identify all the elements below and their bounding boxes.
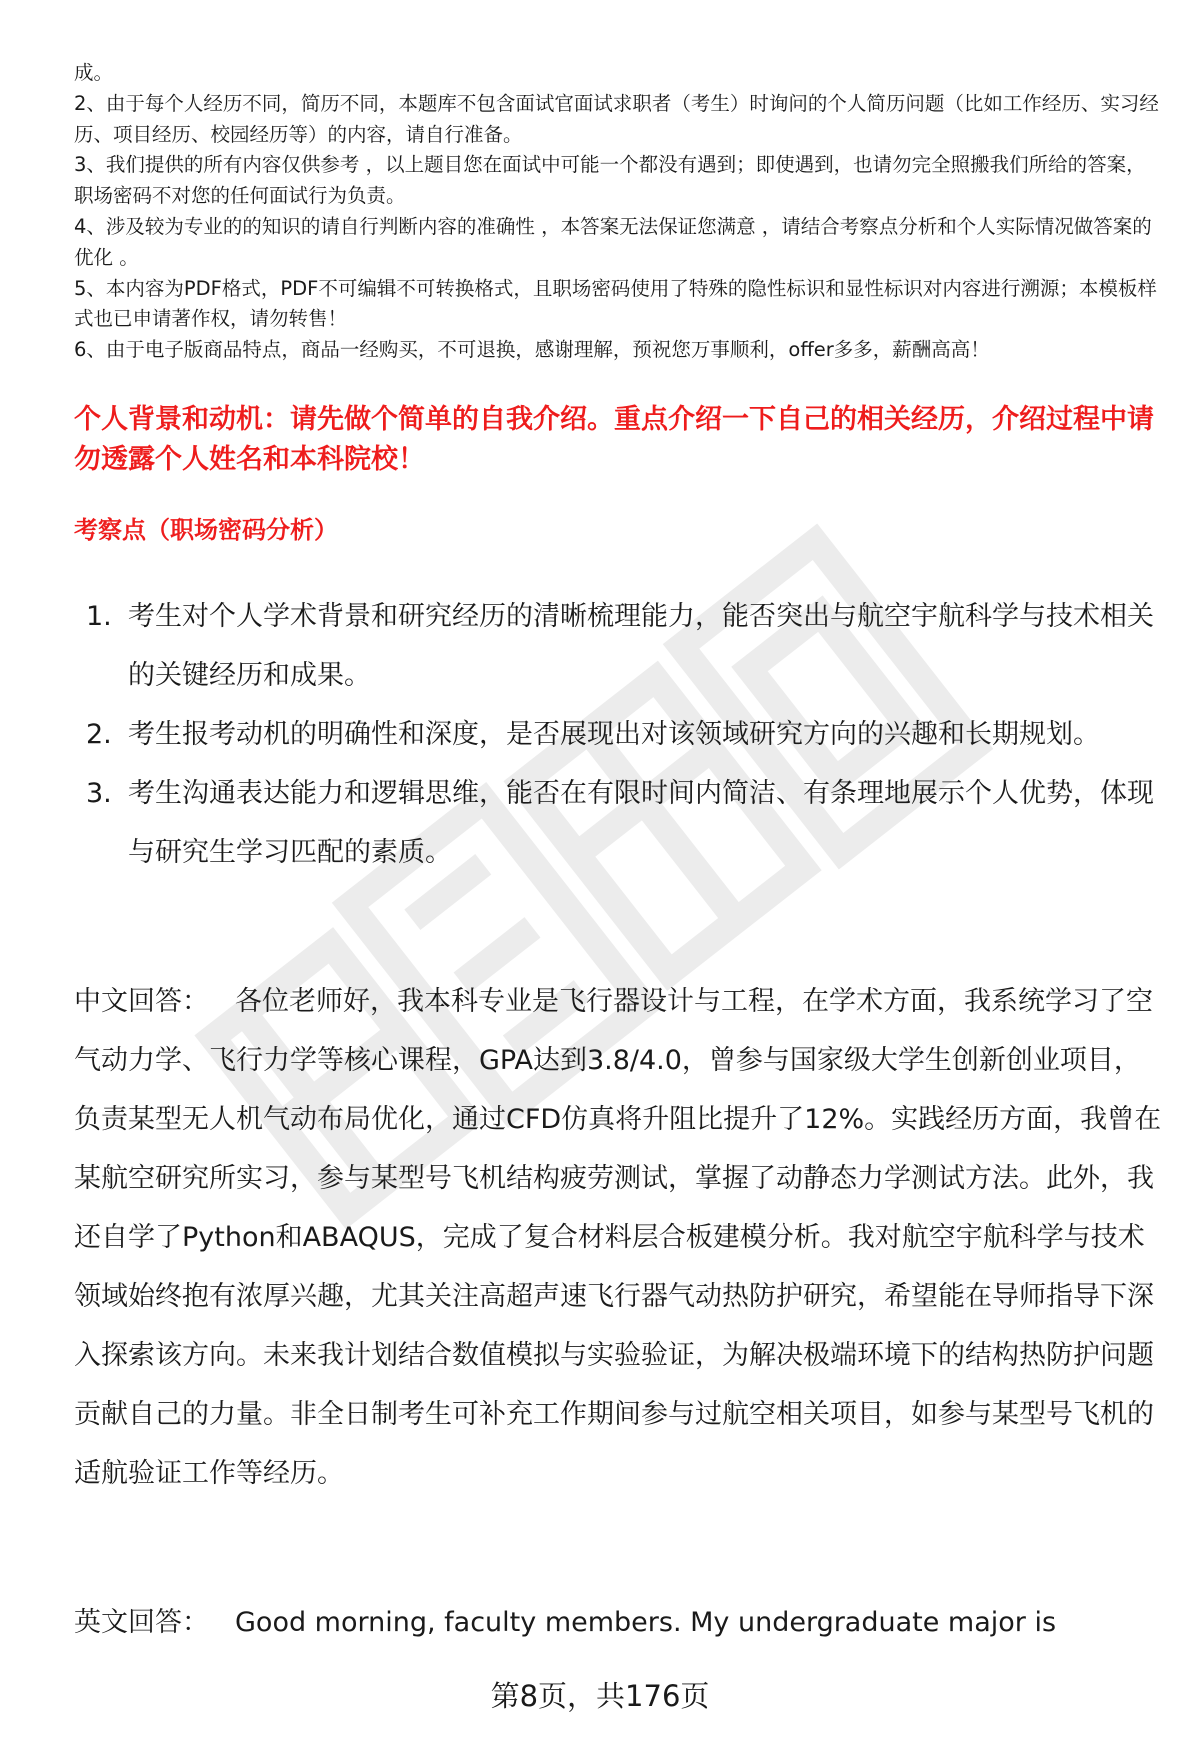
list-number: 1. (86, 601, 112, 632)
note-line: 4、涉及较为专业的的知识的请自行判断内容的准确性 ，本答案无法保证您满意 ，请结合考察点分析和个人实际情况做答案的优化 。 (74, 214, 1152, 269)
list-text: 考生对个人学术背景和研究经历的清晰梳理能力，能否突出与航空宇航科学与技术相关的关键经历和成果。 (128, 601, 1154, 691)
section-title: 考察点（职场密码分析） (74, 516, 338, 544)
note-line: 2、由于每个人经历不同，简历不同，本题库不包含面试官面试求职者（考生）时询问的个人简历问题（比如工作经历、实习经历、项目经历、校园经历等）的内容，请自行准备。 (74, 91, 1159, 146)
page-number-footer: 第8页，共176页 (490, 1679, 710, 1713)
note-line: 5、本内容为PDF格式，PDF不可编辑不可转换格式，且职场密码使用了特殊的隐性标识和显性标识对内容进行溯源；本模板样式也已申请著作权，请勿转售！ (74, 276, 1157, 331)
disclaimer-notes (74, 58, 1164, 366)
list-number: 3. (86, 778, 112, 809)
list-number: 2. (86, 719, 112, 750)
question-heading: 个人背景和动机：请先做个简单的自我介绍。重点介绍一下自己的相关经历，介绍过程中请勿透露个人姓名和本科院校！ (74, 404, 1154, 475)
chinese-answer-label: 中文回答： (74, 986, 209, 1017)
english-answer (74, 1593, 1164, 1652)
list-text: 考生报考动机的明确性和深度，是否展现出对该领域研究方向的兴趣和长期规划。 (128, 719, 1100, 750)
list-text: 考生沟通表达能力和逻辑思维，能否在有限时间内简洁、有条理地展示个人优势，体现与研究生学习匹配的素质。 (128, 778, 1154, 868)
english-answer-label: 英文回答： (74, 1607, 209, 1638)
assessment-points (74, 587, 1154, 882)
list-item (74, 705, 1154, 764)
note-line: 成。 (74, 61, 114, 84)
list-item (74, 764, 1154, 882)
note-line: 3、我们提供的所有内容仅供参考 ，以上题目您在面试中可能一个都没有遇到；即使遇到，也请勿完全照搬我们所给的答案，职场密码不对您的任何面试行为负责。 (74, 153, 1146, 208)
chinese-answer-text: 各位老师好，我本科专业是飞行器设计与工程，在学术方面，我系统学习了空气动力学、飞行力学等核心课程，GPA达到3.8/4.0，曾参与国家级大学生创新创业项目，负责某型无人机气动布局优化，通过CFD仿真将升阻比提升了12%。实践经历方面，我曾在某航空研究所实习，参与某型号飞机结构疲劳测试，掌握了动静态力学测试方法。此外，我还自学了Python和ABAQUS，完成了复合材料层合板建模分析。我对航空宇航科学与技术领域始终抱有浓厚兴趣，尤其关注高超声速飞行器气动热防护研究，希望能在导师指导下深入探索该方向。未来我计划结合数值模拟与实验验证，为解决极端环境下的结构热防护问题贡献自己的力量。非全日制考生可补充工作期间参与过航空相关项目，如参与某型号飞机的适航验证工作等经历。 (74, 986, 1162, 1489)
list-item (74, 587, 1154, 705)
chinese-answer (74, 972, 1164, 1503)
note-line: 6、由于电子版商品特点，商品一经购买，不可退换，感谢理解，预祝您万事顺利，offer多多，薪酬高高！ (74, 338, 990, 362)
english-answer-text: Good morning, faculty members. My undergraduate major is (235, 1607, 1057, 1638)
